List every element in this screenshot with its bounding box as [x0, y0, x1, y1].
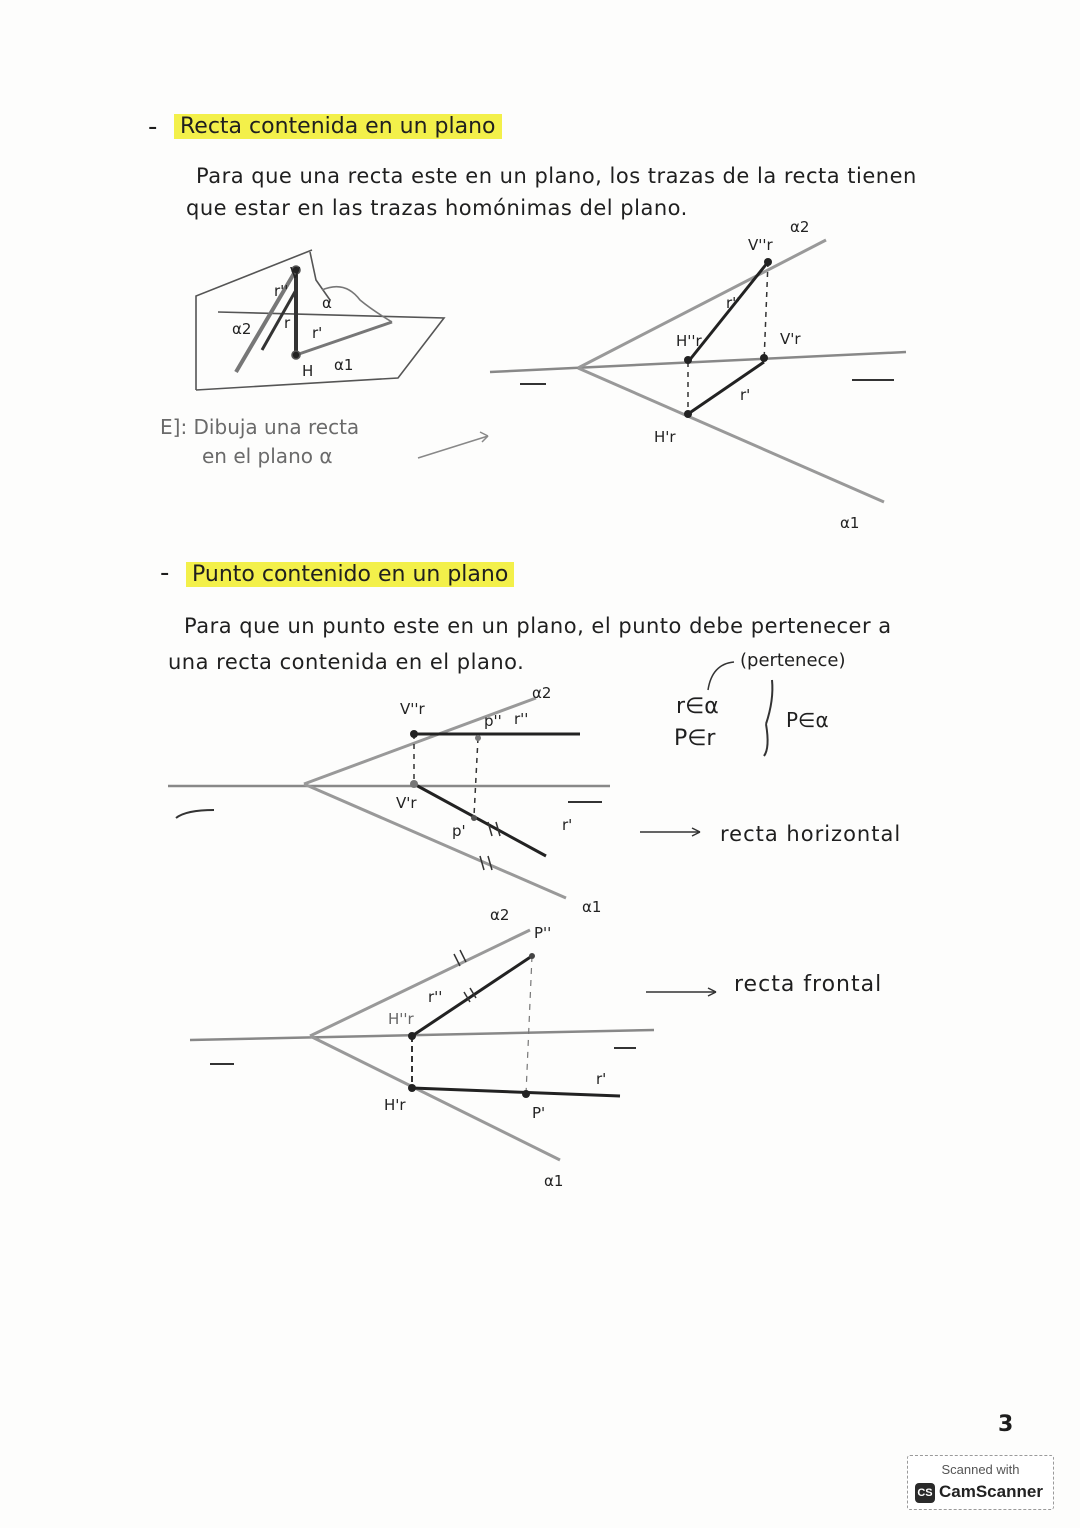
label-alpha1: α1 — [840, 514, 860, 532]
label-h: H — [302, 362, 314, 380]
label-vr1: V'r — [396, 794, 417, 812]
label-r2: r'' — [514, 710, 529, 728]
label-alpha1: α1 — [334, 356, 354, 374]
label-r: r — [284, 314, 291, 332]
highlight: Recta contenida en un plano — [174, 114, 502, 139]
label-r2: r'' — [428, 988, 443, 1006]
page-number: 3 — [998, 1412, 1014, 1437]
dihedral-recta-horizontal — [168, 698, 700, 898]
dihedral-recta-plano — [418, 240, 906, 502]
label-alpha: α — [322, 294, 332, 312]
camscanner-logo-icon: CS — [915, 1483, 935, 1503]
label-alpha2: α2 — [232, 320, 252, 338]
label-r1: r' — [562, 816, 573, 834]
example-text: E]: Dibuja una recta — [160, 415, 360, 439]
highlight: Punto contenido en un plano — [186, 562, 514, 587]
label-hr1: H'r — [654, 428, 676, 446]
label-alpha1: α1 — [582, 898, 602, 916]
label-recta-horizontal: recta horizontal — [720, 822, 902, 846]
label-r2: r'' — [726, 294, 741, 312]
watermark-caption: Scanned with — [941, 1462, 1020, 1477]
label-r1: r' — [312, 324, 323, 342]
relation-p-in-r: P∈r — [674, 726, 716, 751]
label-r2: r'' — [274, 282, 289, 300]
label-p1: p' — [452, 822, 466, 840]
label-v: V — [290, 264, 301, 282]
label-alpha1: α1 — [544, 1172, 564, 1190]
paragraph-line: una recta contenida en el plano. — [168, 650, 525, 674]
label-r1: r' — [740, 386, 751, 404]
label-vr2: V''r — [400, 700, 425, 718]
arrow-note — [708, 662, 734, 690]
paragraph-line: Para que una recta este en un plano, los trazas de la recta tienen — [196, 164, 917, 188]
paragraph-line: Para que un punto este en un plano, el punto debe pertenecer a — [184, 614, 892, 638]
note-pertenece: (pertenece) — [740, 650, 846, 671]
bullet-dash: - — [160, 558, 170, 588]
label-hr2: H''r — [388, 1010, 414, 1028]
bullet-dash: - — [148, 112, 158, 142]
label-p1: P' — [532, 1104, 546, 1122]
relation-p-in-alpha: P∈α — [786, 708, 829, 732]
label-r1: r' — [596, 1070, 607, 1088]
dihedral-recta-frontal — [190, 930, 716, 1160]
label-p2: p'' — [484, 712, 502, 730]
label-hr1: H'r — [384, 1096, 406, 1114]
camscanner-watermark — [907, 1455, 1054, 1510]
label-hr2: H''r — [676, 332, 702, 350]
paragraph-line: que estar en las trazas homónimas del plano. — [186, 196, 688, 220]
label-alpha2: α2 — [532, 684, 552, 702]
label-vr1: V'r — [780, 330, 801, 348]
label-alpha2: α2 — [490, 906, 510, 924]
example-text: en el plano α — [202, 444, 333, 468]
label-alpha2: α2 — [790, 218, 810, 236]
label-vr2: V''r — [748, 236, 773, 254]
curly-brace — [764, 680, 772, 756]
watermark-brand: CamScanner — [939, 1482, 1043, 1501]
relation-r-in-alpha: r∈α — [676, 694, 719, 719]
label-recta-frontal: recta frontal — [734, 972, 883, 997]
label-p2: P'' — [534, 924, 552, 942]
